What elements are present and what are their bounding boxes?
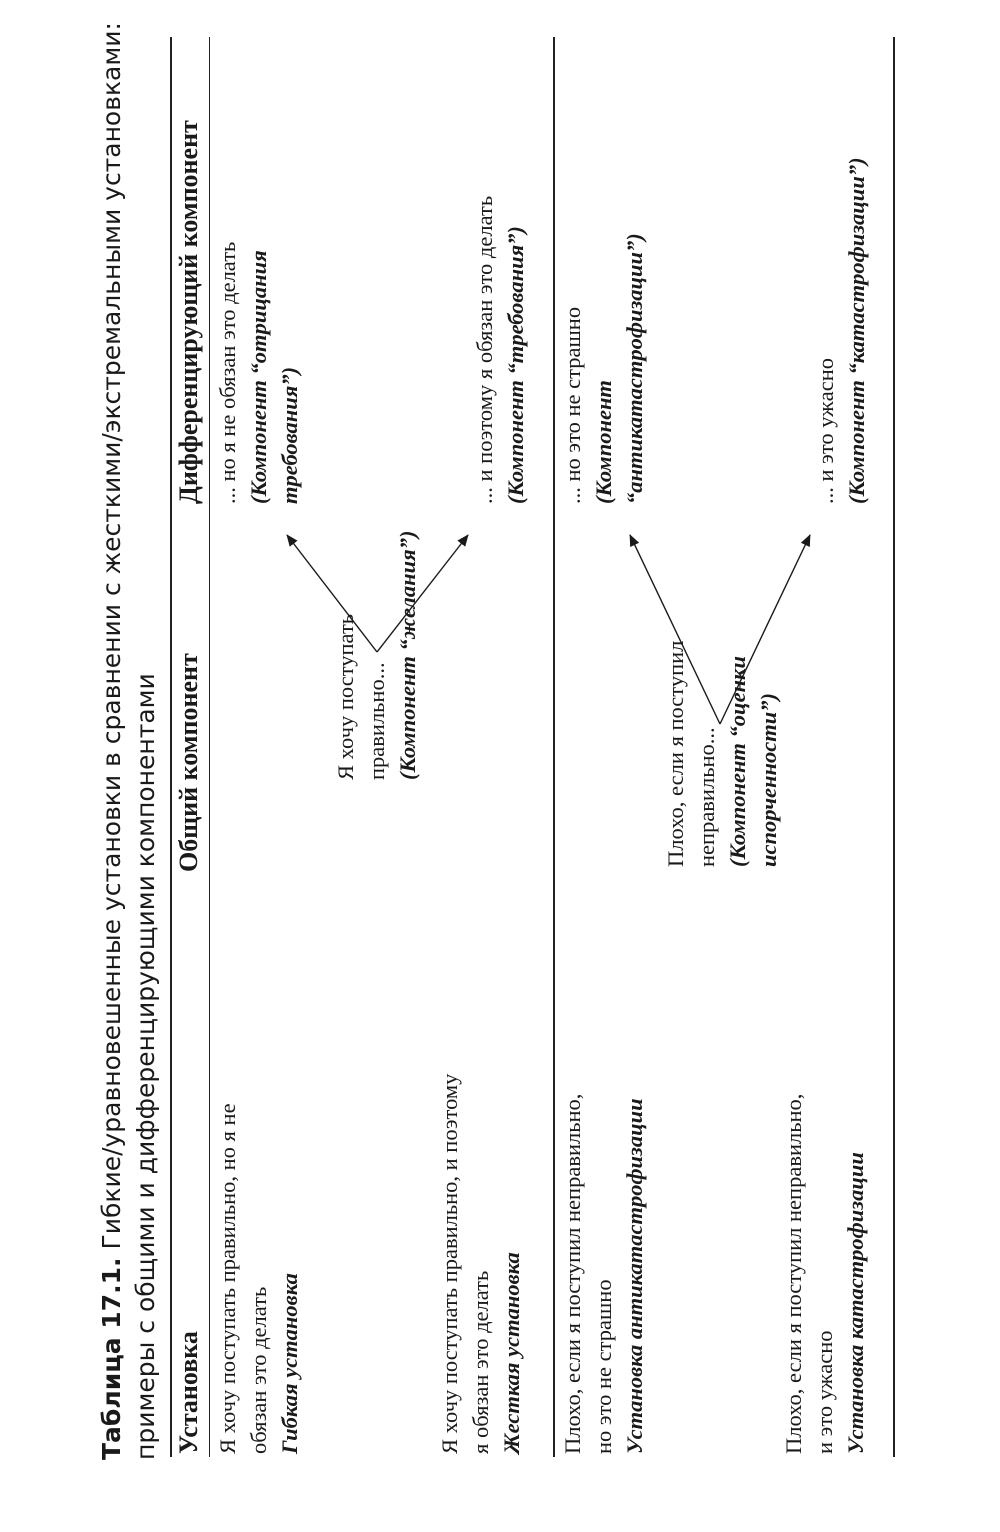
- anti-line-2: но это не страшно: [591, 1279, 616, 1454]
- badness-comp-term-1: “оценки: [725, 656, 750, 738]
- cat-label: Установка катастрофизации: [843, 1152, 868, 1454]
- desire-line-2: правильно...: [364, 662, 389, 780]
- desire-comp-term: “желания”): [395, 530, 420, 651]
- demand-negation-comp-term-2: требования”): [277, 366, 302, 504]
- cat-comp-term: “катастрофизации”): [844, 157, 869, 375]
- demand-comp-term: “требования”): [503, 226, 528, 375]
- demand-negation-line-1: ... но я не обязан это делать: [215, 241, 240, 504]
- rigid-line-2: я обязан это делать: [468, 1270, 493, 1454]
- arrow-to-demand-negation: [287, 535, 377, 652]
- demand-line-1: ... и поэтому я обязан это делать: [472, 195, 497, 504]
- caption-title-1: Гибкие/уравновешенные установки в сравнении с жесткими/экстремальными установками:: [97, 22, 126, 1250]
- demand-negation-comp-term-1: “отрицания: [246, 250, 271, 375]
- flexible-label: Гибкая установка: [277, 1273, 302, 1454]
- flexible-line-2: обязан это делать: [246, 1286, 271, 1454]
- desire-comp-prefix: (Компонент: [395, 656, 420, 780]
- caption-line-2: примеры с общими и дифференцирующими компонентами: [131, 673, 160, 1460]
- anti-comp-line-1: ... но это не страшно: [560, 306, 585, 504]
- anti-comp-prefix: (Компонент: [591, 380, 616, 504]
- arrow-to-anti-catastrophizing: [630, 535, 720, 724]
- header-common-component: Общий компонент: [174, 653, 203, 872]
- cat-comp-prefix: (Компонент: [844, 380, 869, 504]
- cat-comp-line-1: ... и это ужасно: [813, 358, 838, 504]
- anti-line-1: Плохо, если я поступил неправильно,: [560, 1093, 585, 1454]
- header-setting: Установка: [174, 1331, 203, 1454]
- anti-comp-term: “антикатастрофизации”): [622, 233, 647, 504]
- caption-label: Таблица 17.1.: [97, 1257, 126, 1460]
- rigid-line-1: Я хочу поступать правильно, и поэтому: [437, 1073, 462, 1454]
- badness-comp-term-2: испорченности”): [756, 693, 781, 867]
- cat-line-1: Плохо, если я поступил неправильно,: [781, 1093, 806, 1454]
- cat-line-2: и это ужасно: [812, 1330, 837, 1454]
- badness-line-1: Плохо, если я поступил: [663, 640, 688, 867]
- arrow-to-catastrophizing: [720, 535, 810, 724]
- rigid-label: Жесткая установка: [499, 1252, 524, 1454]
- demand-negation-comp-prefix: (Компонент: [246, 380, 271, 504]
- badness-comp-prefix: (Компонент: [725, 743, 750, 867]
- anti-label: Установка антикатастрофизации: [622, 1098, 647, 1454]
- desire-line-1: Я хочу поступать: [333, 613, 358, 780]
- demand-comp-prefix: (Компонент: [503, 380, 528, 504]
- header-differentiating-component: Дифференцирующий компонент: [174, 120, 203, 504]
- arrow-to-demand: [377, 535, 468, 652]
- flexible-line-1: Я хочу поступать правильно, но я не: [215, 1103, 240, 1454]
- badness-line-2: неправильно...: [694, 727, 719, 867]
